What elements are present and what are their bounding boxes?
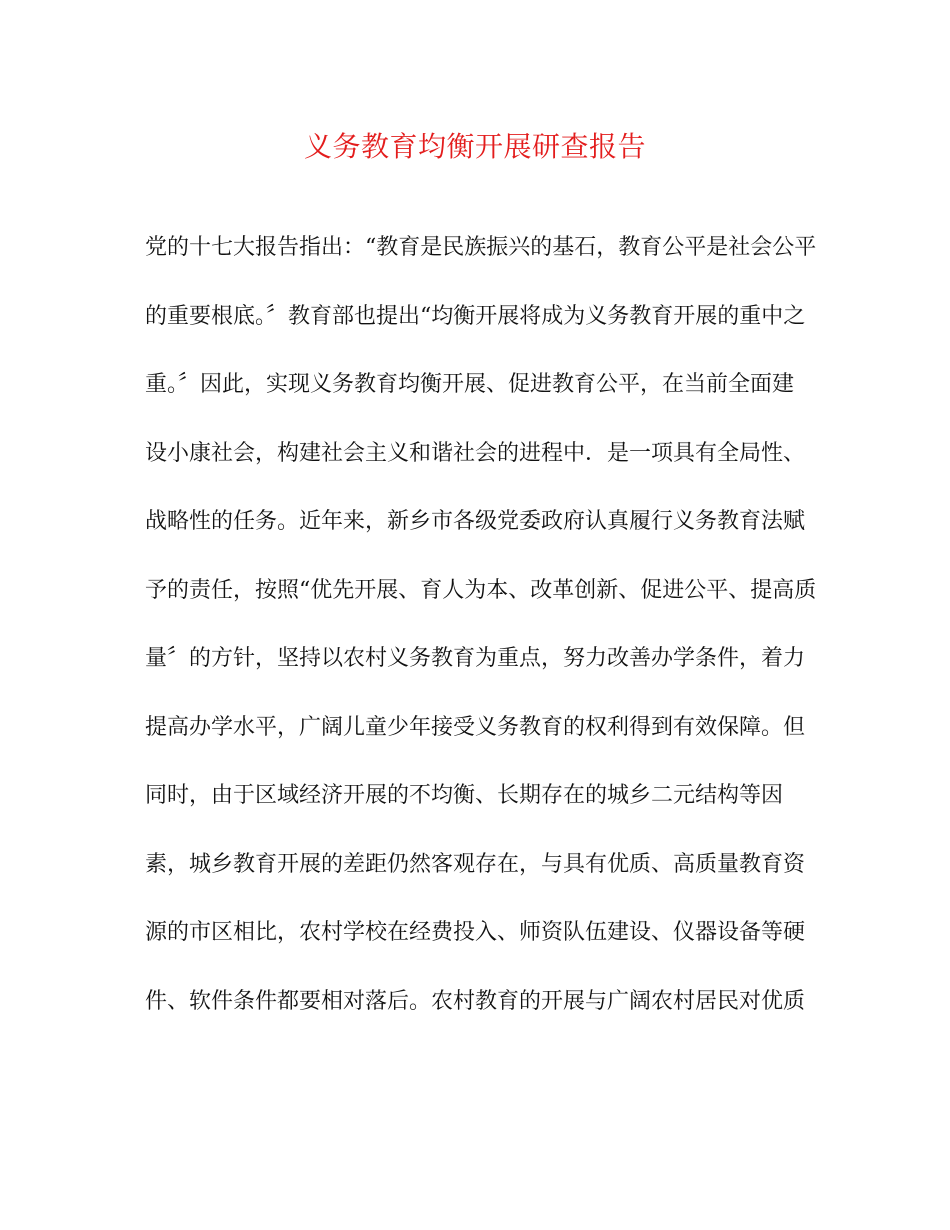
body-line: 战略性的任务。近年来，新乡市各级党委政府认真履行义务教育法赋 [145,509,806,534]
body-line: 提高办学水平，广阔儿童少年接受义务教育的权利得到有效保障。但 [145,714,806,740]
document-title: 义务教育均衡开展研查报告 [303,130,646,163]
body-line: 予的责任，按照“优先开展、育人为本、改革创新、促进公平、提高质 [145,577,817,603]
body-line: 件、软件条件都要相对落后。农村教育的开展与广阔农村居民对优质 [145,988,806,1014]
body-line: 素，城乡教育开展的差距仍然客观存在，与具有优质、高质量教育资 [145,851,806,877]
body-line: 源的市区相比，农村学校在经费投入、师资队伍建设、仪器设备等硬 [145,920,806,945]
body-line: 同时，由于区域经济开展的不均衡、长期存在的城乡二元结构等因 [145,783,784,808]
body-line: 重。〞因此，实现义务教育均衡开展、促进教育公平，在当前全面建 [145,372,795,397]
body-line: 党的十七大报告指出：“教育是民族振兴的基石，教育公平是社会公平 [145,235,817,260]
body-line: 的重要根底。〞教育部也提出“均衡开展将成为义务教育开展的重中之 [145,303,806,329]
body-line: 量〞的方针，坚持以农村义务教育为重点，努力改善办学条件，着力 [145,646,806,671]
body-line: 设小康社会，构建社会主义和谐社会的进程中．是一项具有全局性、 [145,440,806,466]
document-body [145,228,825,1050]
